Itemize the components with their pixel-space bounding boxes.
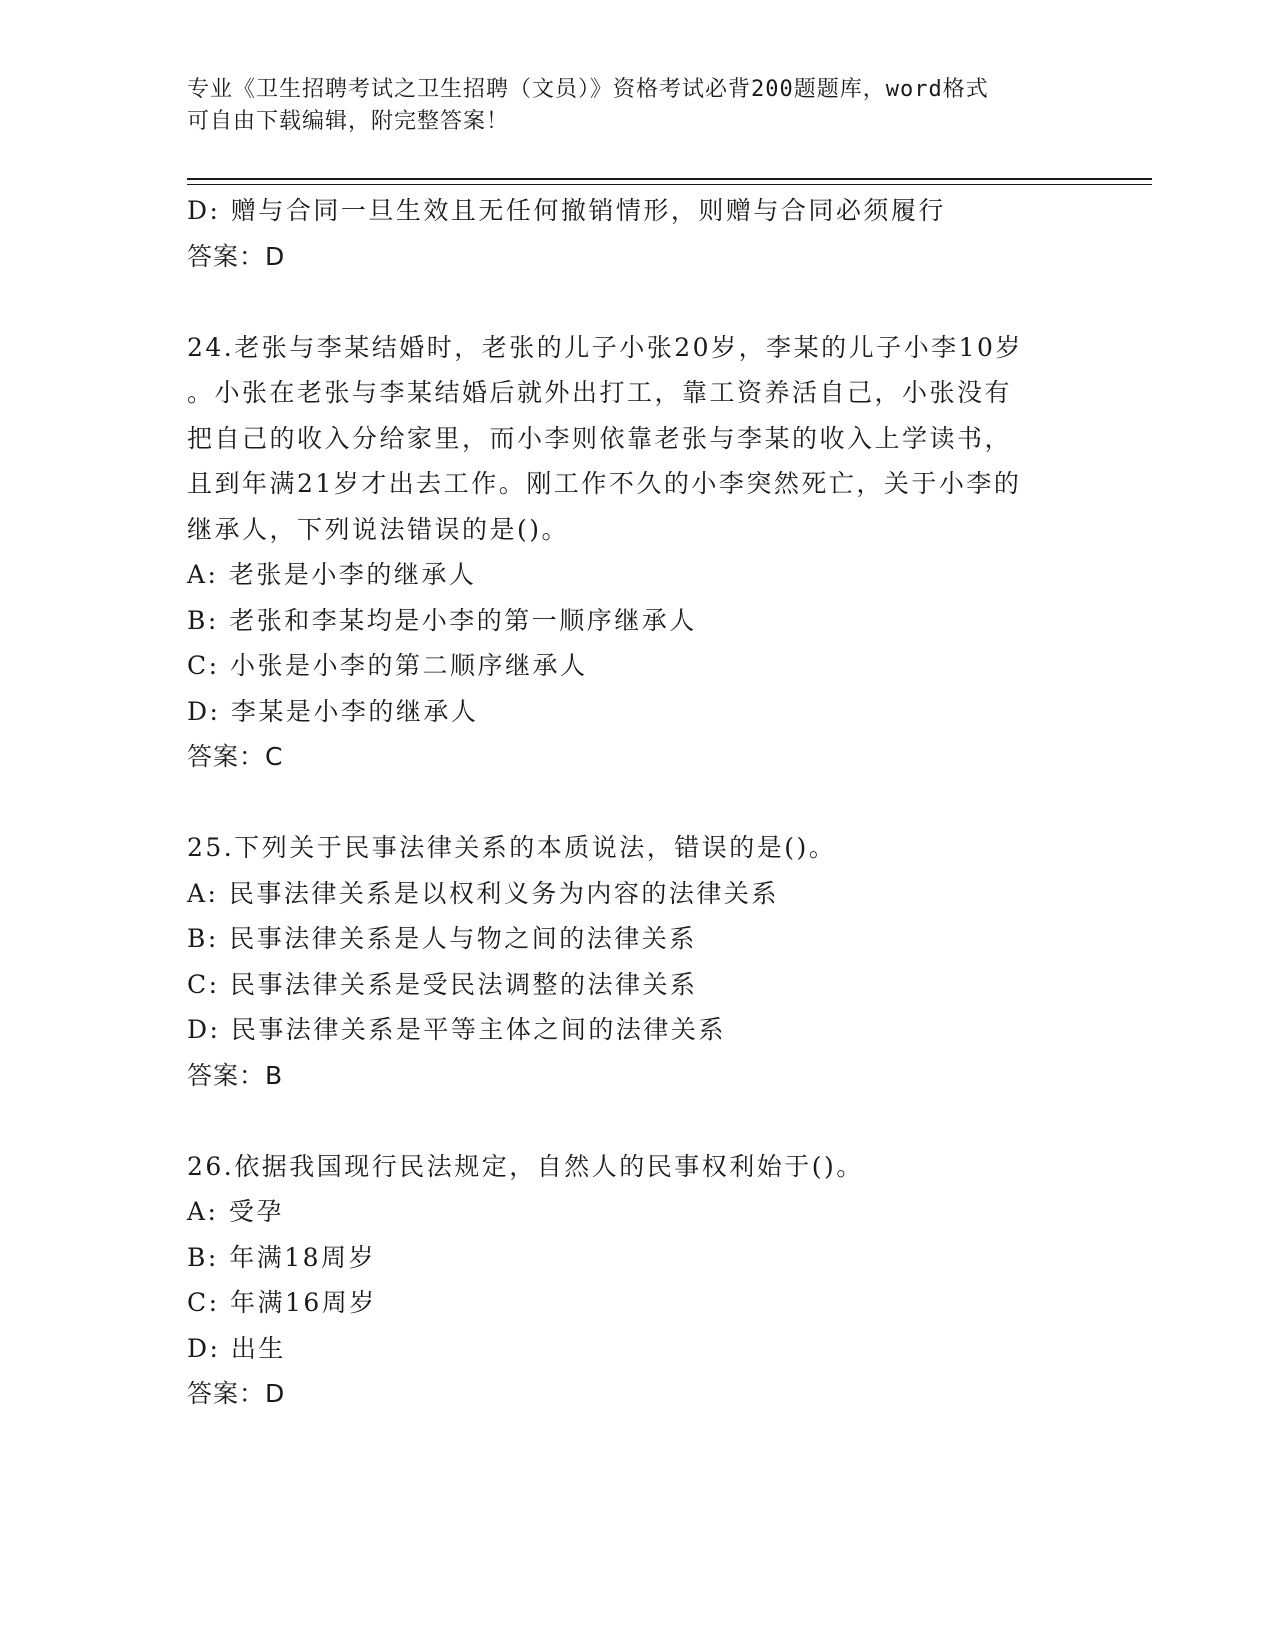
question-block <box>187 1144 1087 1417</box>
question-text-line: C: 小张是小李的第二顺序继承人 <box>187 651 588 680</box>
question-text-line: A: 受孕 <box>187 1197 284 1226</box>
question-text-line: B: 老张和李某均是小李的第一顺序继承人 <box>187 605 697 635</box>
header-line-2: 可自由下载编辑，附完整答案！ <box>187 109 510 134</box>
header-rule-thick <box>187 178 1152 180</box>
question-text-line: A: 老张是小李的继承人 <box>187 560 477 589</box>
question-block <box>187 325 1087 780</box>
answer-line: 答案：D <box>187 1379 286 1408</box>
answer-line: 答案：D <box>187 241 286 271</box>
question-text-line: D: 出生 <box>187 1333 286 1363</box>
question-text-line: C: 年满16周岁 <box>187 1288 377 1317</box>
question-text-line: 且到年满21岁才出去工作。刚工作不久的小李突然死亡，关于小李的 <box>187 469 1022 498</box>
question-content <box>187 188 1087 1417</box>
header-rule-thin <box>187 184 1152 185</box>
block-spacer <box>187 780 1087 826</box>
question-text-line: C: 民事法律关系是受民法调整的法律关系 <box>187 969 698 999</box>
question-text-line: 26.依据我国现行民法规定，自然人的民事权利始于()。 <box>187 1151 864 1181</box>
question-text-line: 24.老张与李某结婚时，老张的儿子小张20岁，李某的儿子小李10岁 <box>187 332 1023 362</box>
question-text-line: D: 赠与合同一旦生效且无任何撤销情形，则赠与合同必须履行 <box>187 196 946 225</box>
question-text-line: 把自己的收入分给家里，而小李则依靠老张与李某的收入上学读书， <box>187 423 1013 453</box>
answer-line: 答案：B <box>187 1060 284 1090</box>
question-text-line: B: 民事法律关系是人与物之间的法律关系 <box>187 924 697 953</box>
question-text-line: D: 李某是小李的继承人 <box>187 696 479 726</box>
question-text-line: B: 年满18周岁 <box>187 1242 377 1272</box>
question-text-line: 。小张在老张与李某结婚后就外出打工，靠工资养活自己，小张没有 <box>187 378 1013 407</box>
question-block <box>187 825 1087 1098</box>
answer-line: 答案：C <box>187 742 284 771</box>
document-header <box>187 74 1087 138</box>
question-text-line: D: 民事法律关系是平等主体之间的法律关系 <box>187 1015 726 1044</box>
block-spacer <box>187 279 1087 325</box>
block-spacer <box>187 1098 1087 1144</box>
header-line-1: 专业《卫生招聘考试之卫生招聘（文员）》资格考试必背200题题库，word格式 <box>187 77 989 102</box>
question-text-line: 继承人，下列说法错误的是()。 <box>187 514 570 544</box>
question-block <box>187 188 1087 279</box>
question-text-line: 25.下列关于民事法律关系的本质说法，错误的是()。 <box>187 833 837 862</box>
question-text-line: A: 民事法律关系是以权利义务为内容的法律关系 <box>187 878 779 908</box>
